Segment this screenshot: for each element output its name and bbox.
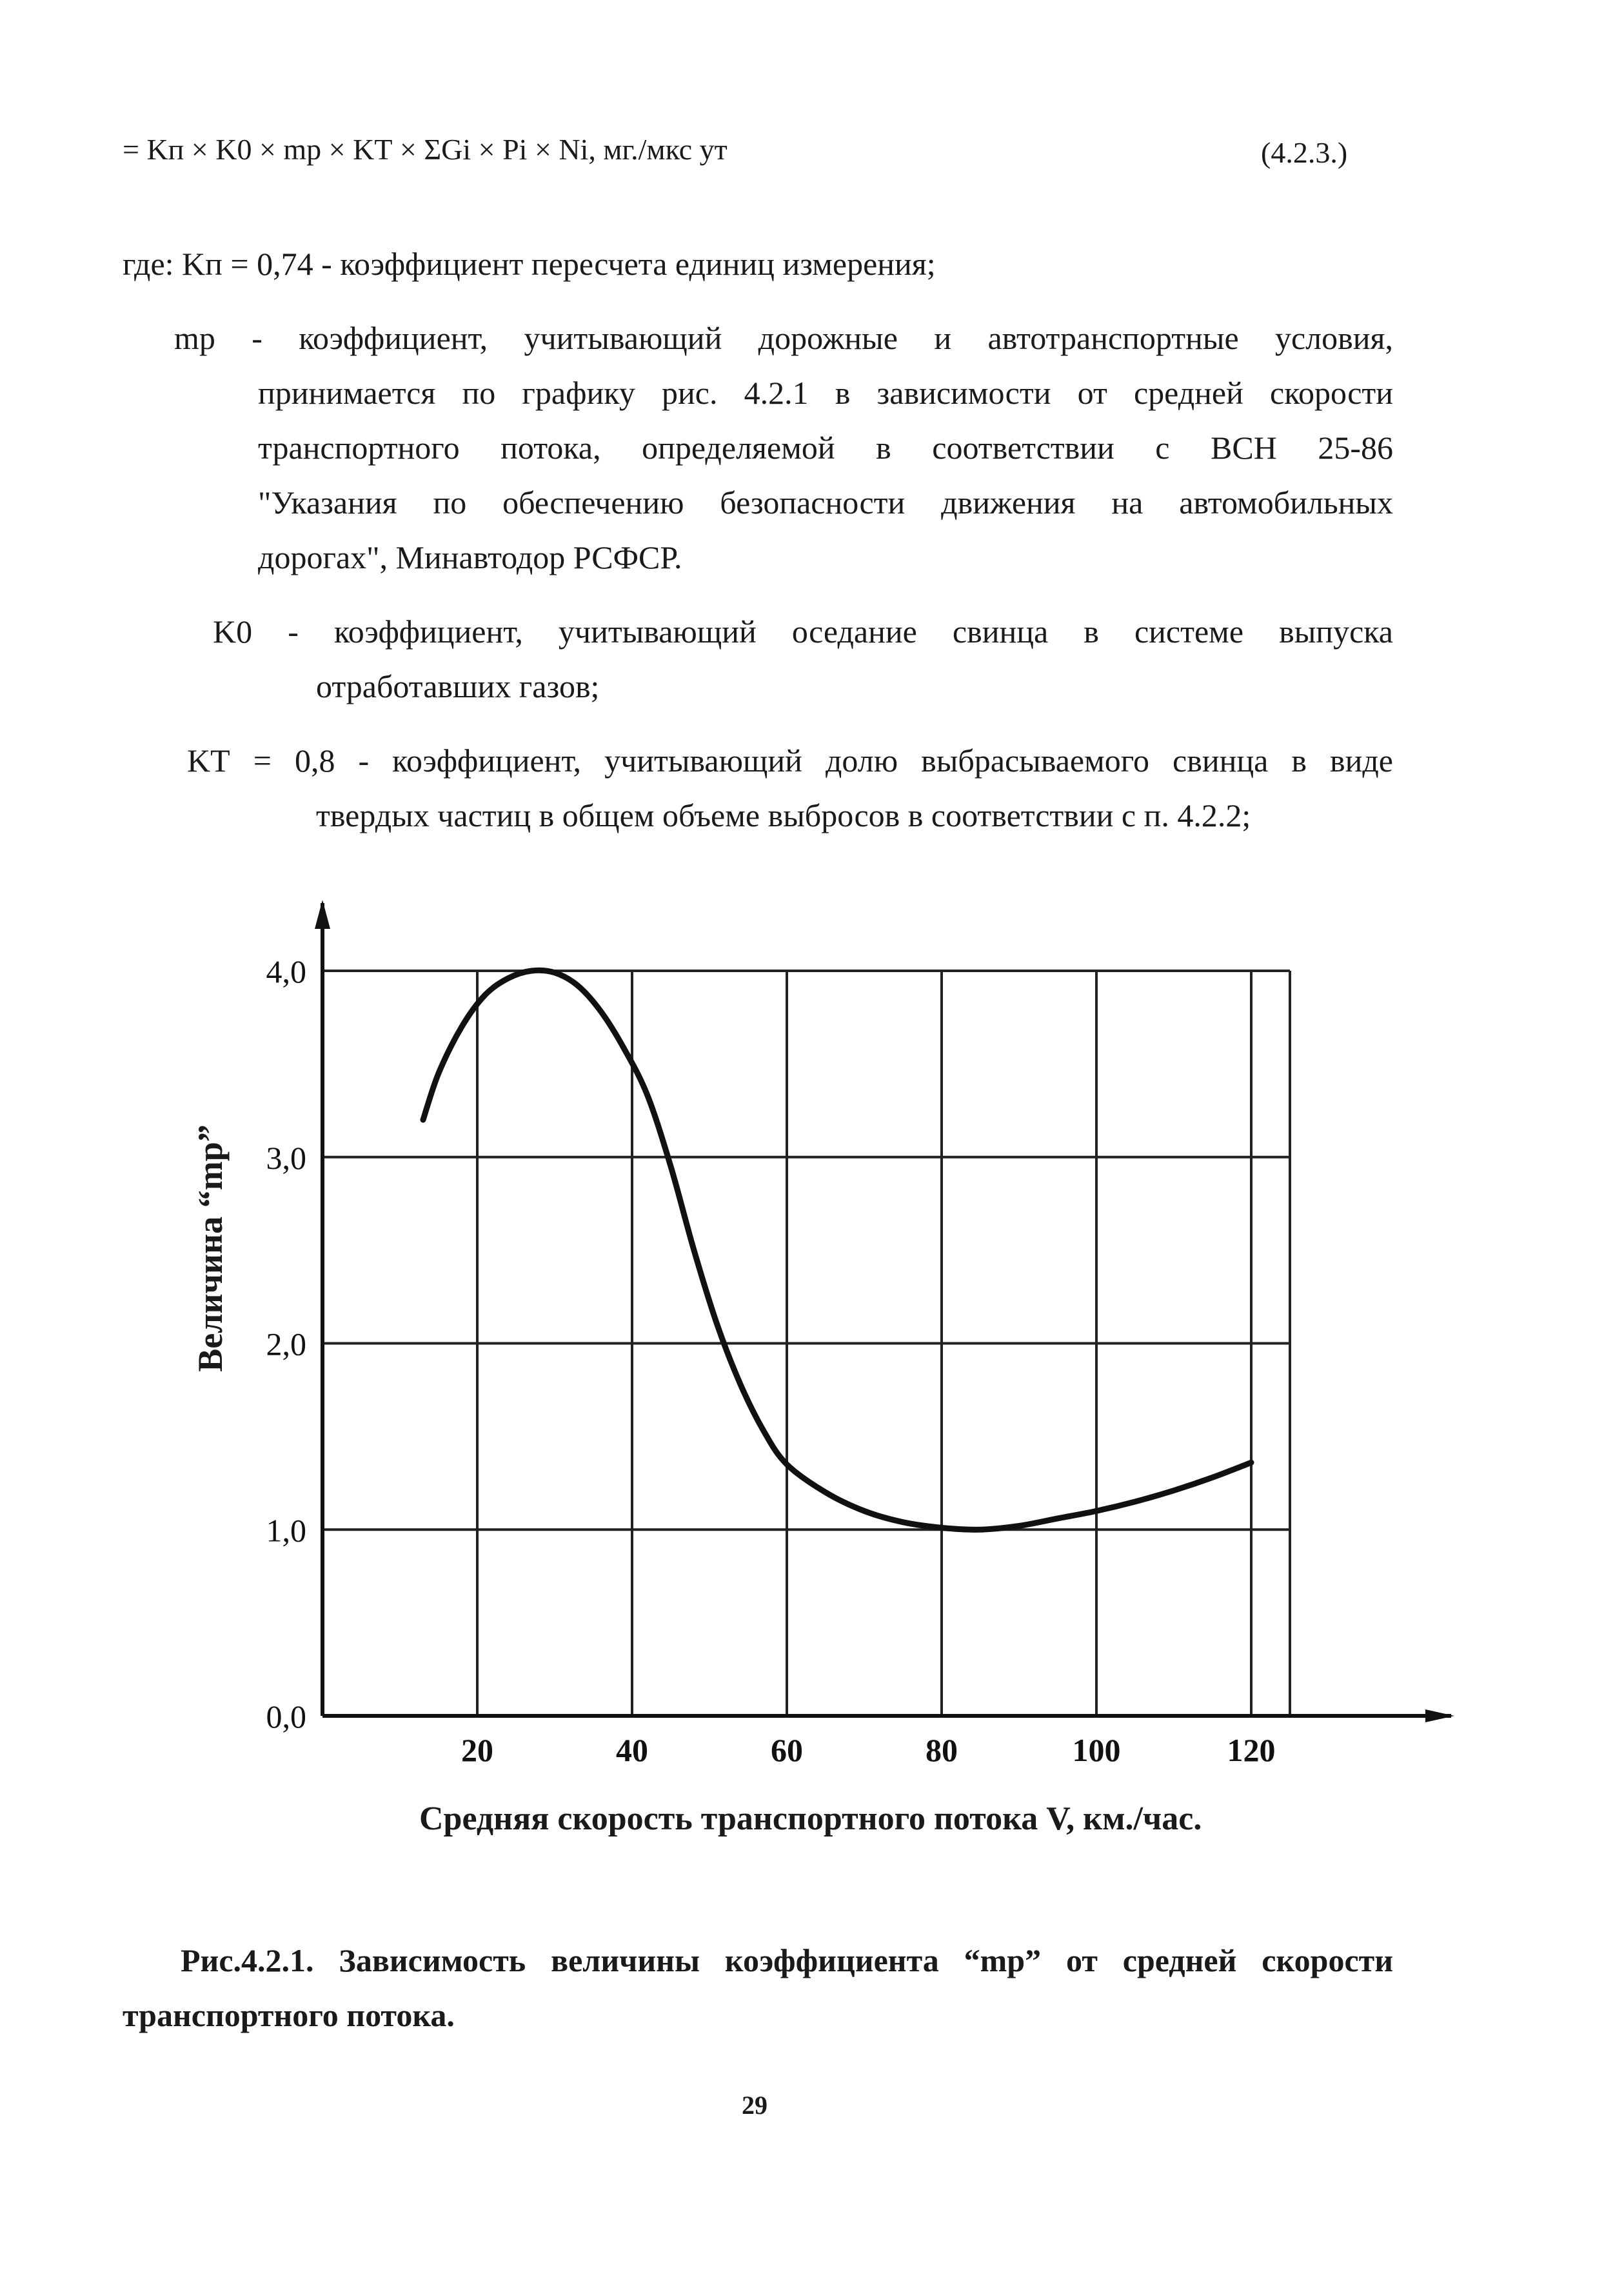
figure-caption-line-1: Рис.4.2.1. Зависимость величины коэффициента “mр” от средней скорости xyxy=(181,1942,1393,1978)
figure-caption-line-2: транспортного потока. xyxy=(123,1997,455,2033)
x-tick-label: 40 xyxy=(616,1732,648,1768)
definition-mp-line-3: транспортного потока, определяемой в соответствии с ВСН 25-86 xyxy=(258,430,1393,466)
y-tick-label: 1,0 xyxy=(266,1512,306,1549)
x-axis-arrow xyxy=(1425,1709,1454,1722)
x-axis-label: Средняя скорость транспортного потока V, км./час. xyxy=(419,1800,1202,1837)
definition-kt-line-1: KТ = 0,8 - коэффициент, учитывающий долю выбрасываемого свинца в виде xyxy=(187,742,1393,779)
y-tick-label: 0,0 xyxy=(266,1698,306,1735)
chart-tick-labels xyxy=(266,953,1276,1768)
y-tick-label: 4,0 xyxy=(266,953,306,990)
series-line xyxy=(423,970,1251,1529)
x-tick-label: 20 xyxy=(461,1732,493,1768)
formula-number: (4.2.3.) xyxy=(1261,136,1348,169)
chart-axes xyxy=(315,900,1454,1722)
definition-kt-line-2: твердых частиц в общем объеме выбросов в соответствии с п. 4.2.2; xyxy=(316,797,1251,833)
page-number: 29 xyxy=(742,2091,767,2120)
x-tick-label: 80 xyxy=(926,1732,958,1768)
y-tick-label: 3,0 xyxy=(266,1139,306,1176)
definition-mp-line-2: принимается по графику рис. 4.2.1 в зависимости от средней скорости xyxy=(258,375,1393,411)
definition-kp: где: Kп = 0,74 - коэффициент пересчета единиц измерения; xyxy=(123,246,936,282)
chart-grid xyxy=(322,971,1290,1716)
x-tick-label: 100 xyxy=(1072,1732,1121,1768)
definition-k0-line-1: K0 - коэффициент, учитывающий оседание свинца в системе выпуска xyxy=(213,613,1393,650)
y-axis-label: Величина “mр” xyxy=(191,1124,230,1372)
y-tick-label: 2,0 xyxy=(266,1326,306,1362)
formula: = Kп × K0 × mр × KТ × ΣGi × Pi × Ni, мг./мкс ут xyxy=(123,133,728,166)
definition-mp-line-1: mр - коэффициент, учитывающий дорожные и автотранспортные условия, xyxy=(174,320,1393,356)
definition-mp-line-5: дорогах", Минавтодор РСФСР. xyxy=(258,539,682,575)
y-axis-arrow xyxy=(315,900,330,929)
x-tick-label: 60 xyxy=(771,1732,803,1768)
x-tick-label: 120 xyxy=(1227,1732,1276,1768)
definition-k0-line-2: отработавших газов; xyxy=(316,668,600,704)
definition-mp-line-4: "Указания по обеспечению безопасности движения на автомобильных xyxy=(258,484,1393,521)
